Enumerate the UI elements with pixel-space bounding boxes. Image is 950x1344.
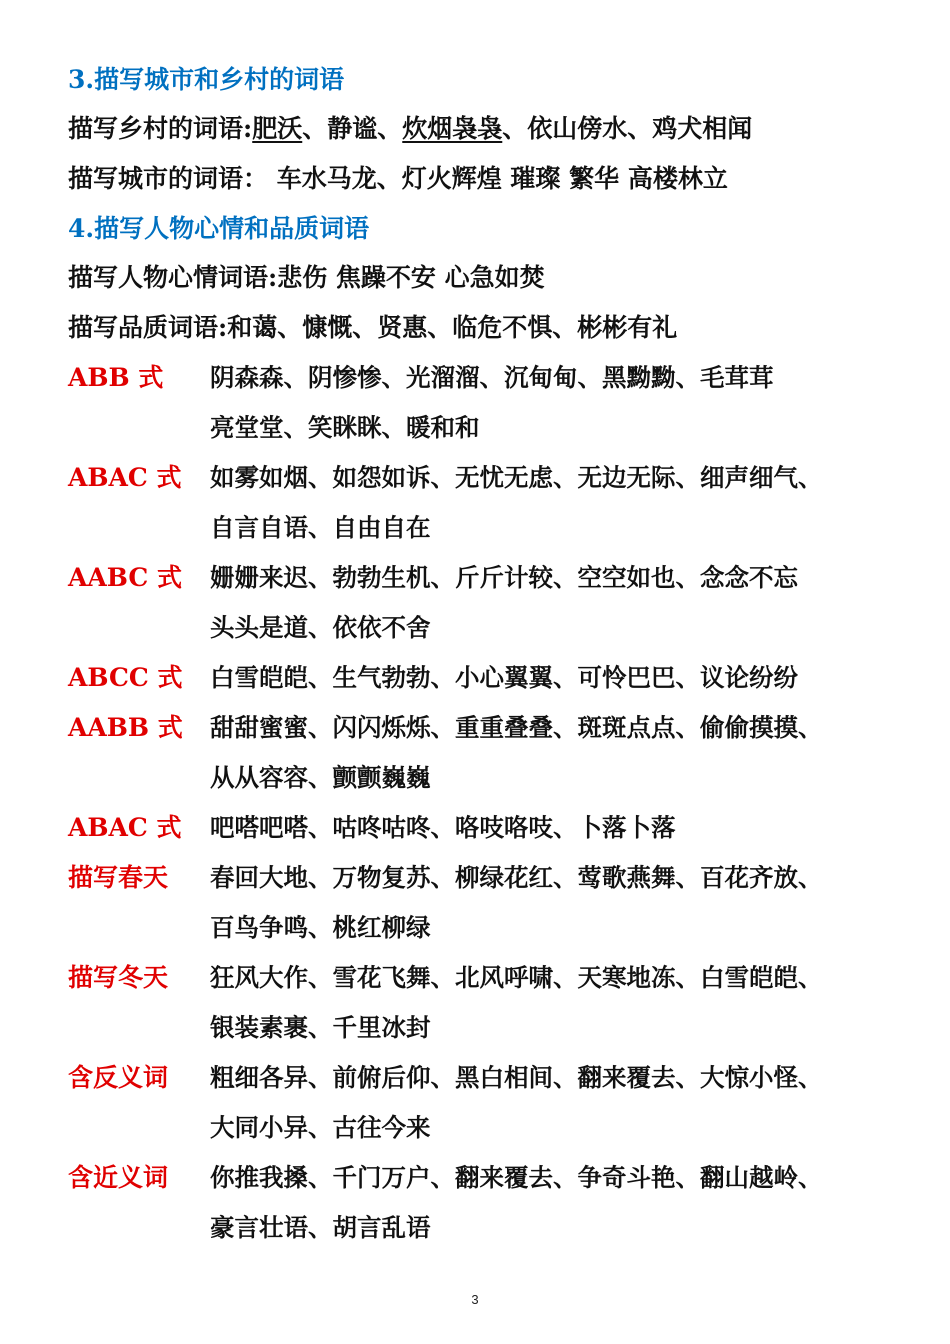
category-spring bbox=[68, 853, 898, 953]
mood-words-line: 描写人物心情词语:悲伤 焦躁不安 心急如焚 bbox=[68, 263, 545, 292]
rural-words-rest: 、依山傍水、鸡犬相闻 bbox=[502, 114, 753, 143]
category-words bbox=[210, 803, 898, 853]
city-words-line: 描写城市的词语： 车水马龙、灯火辉煌 璀璨 繁华 高楼林立 bbox=[68, 164, 728, 193]
category-label: 含近义词 bbox=[68, 1163, 169, 1192]
category-line: 姗姗来迟、勃勃生机、斤斤计较、空空如也、念念不忘 bbox=[210, 563, 798, 592]
category-line: 大同小异、古往今来 bbox=[210, 1113, 431, 1142]
category-abcc bbox=[68, 653, 898, 703]
rural-word-chuiyan: 炊烟袅袅 bbox=[402, 114, 503, 143]
section-4-heading: 4.描写人物心情和品质词语 bbox=[68, 214, 370, 243]
category-label: 含反义词 bbox=[68, 1063, 169, 1092]
category-label: ABB 式 bbox=[68, 363, 164, 392]
category-label: ABAC 式 bbox=[68, 463, 182, 492]
category-line: 银装素裹、千里冰封 bbox=[210, 1013, 431, 1042]
category-line: 甜甜蜜蜜、闪闪烁烁、重重叠叠、斑斑点点、偷偷摸摸、 bbox=[210, 713, 823, 742]
page-number: 3 bbox=[471, 1292, 479, 1307]
category-label: ABAC 式 bbox=[68, 813, 182, 842]
category-abac-onomatopoeia bbox=[68, 803, 898, 853]
category-label: 描写冬天 bbox=[68, 963, 169, 992]
category-line: 阴森森、阴惨惨、光溜溜、沉甸甸、黑黝黝、毛茸茸 bbox=[210, 363, 774, 392]
category-abb bbox=[68, 353, 898, 453]
category-line: 粗细各异、前俯后仰、黑白相间、翻来覆去、大惊小怪、 bbox=[210, 1063, 823, 1092]
category-winter bbox=[68, 953, 898, 1053]
category-words bbox=[210, 453, 898, 553]
category-words bbox=[210, 1053, 898, 1153]
section-3-heading: 3.描写城市和乡村的词语 bbox=[68, 65, 345, 94]
category-abac bbox=[68, 453, 898, 553]
category-words bbox=[210, 953, 898, 1053]
quality-words-line: 描写品质词语:和蔼、慷慨、贤惠、临危不惧、彬彬有礼 bbox=[68, 313, 678, 342]
category-words bbox=[210, 853, 898, 953]
category-line: 吧嗒吧嗒、咕咚咕咚、咯吱咯吱、卜落卜落 bbox=[210, 813, 676, 842]
category-words bbox=[210, 703, 898, 803]
rural-words-label: 描写乡村的词语: bbox=[68, 114, 253, 143]
category-words bbox=[210, 353, 898, 453]
rural-words-separator: 、静谧、 bbox=[302, 114, 403, 143]
category-line: 白雪皑皑、生气勃勃、小心翼翼、可怜巴巴、议论纷纷 bbox=[210, 663, 798, 692]
category-label: AABC 式 bbox=[68, 563, 182, 592]
category-line: 头头是道、依依不舍 bbox=[210, 613, 431, 642]
category-line: 亮堂堂、笑眯眯、暖和和 bbox=[210, 413, 480, 442]
category-words bbox=[210, 653, 898, 703]
category-aabb bbox=[68, 703, 898, 803]
category-line: 豪言壮语、胡言乱语 bbox=[210, 1213, 431, 1242]
category-line: 从从容容、颤颤巍巍 bbox=[210, 763, 431, 792]
category-line: 你推我搡、千门万户、翻来覆去、争奇斗艳、翻山越岭、 bbox=[210, 1163, 823, 1192]
category-words bbox=[210, 1153, 898, 1253]
category-line: 狂风大作、雪花飞舞、北风呼啸、天寒地冻、白雪皑皑、 bbox=[210, 963, 823, 992]
document-page bbox=[68, 56, 898, 1253]
category-line: 春回大地、万物复苏、柳绿花红、莺歌燕舞、百花齐放、 bbox=[210, 863, 823, 892]
category-label: AABB 式 bbox=[68, 713, 183, 742]
category-aabc bbox=[68, 553, 898, 653]
category-line: 百鸟争鸣、桃红柳绿 bbox=[210, 913, 431, 942]
rural-word-feiwo: 肥沃 bbox=[252, 114, 303, 143]
rural-words-line bbox=[68, 104, 898, 154]
category-words bbox=[210, 553, 898, 653]
category-line: 自言自语、自由自在 bbox=[210, 513, 431, 542]
category-synonyms bbox=[68, 1153, 898, 1253]
category-label: 描写春天 bbox=[68, 863, 169, 892]
category-label: ABCC 式 bbox=[68, 663, 183, 692]
category-antonyms bbox=[68, 1053, 898, 1153]
category-line: 如雾如烟、如怨如诉、无忧无虑、无边无际、细声细气、 bbox=[210, 463, 823, 492]
